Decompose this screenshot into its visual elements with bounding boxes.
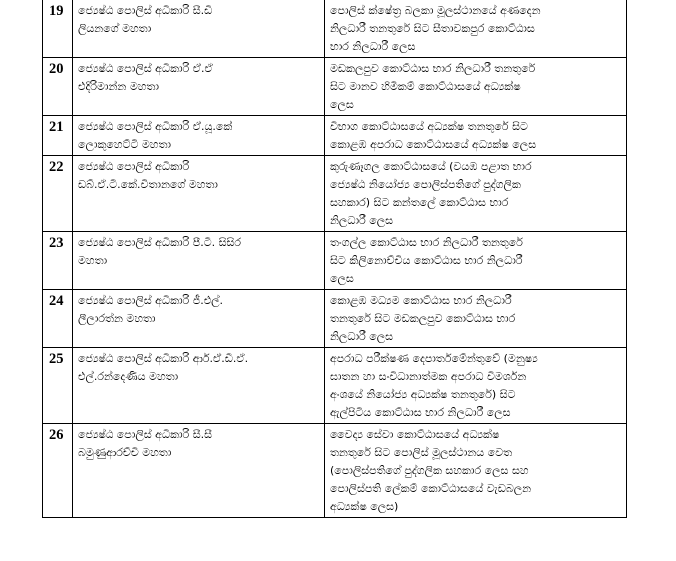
transfer-details: අපරාධ පරීක්ෂණ දෙපාර්තමේන්තුවේ (මනුෂ්‍ය ඝාතන හා සංවිධානාත්මක අපරාධ විමර්ශන අංශයේ නියෝජ්‍ය අධ්‍යක්ෂ තනතුරේ) සිට ඇල්පිටිය කොට්ඨාස භාර නිලධාරී ලෙස <box>325 348 627 424</box>
table-row <box>43 116 627 156</box>
officer-name: ජ්‍යෙෂ්ඨ පොලිස් අධිකාරි ජී.එල්. ලීලාරත්න මහතා <box>73 290 325 348</box>
appointments-table <box>42 0 627 518</box>
officer-name: ජ්‍යෙෂ්ඨ පොලිස් අධිකාරි සී.ඩී ලියනගේ මහතා <box>73 0 325 58</box>
officer-name: ජ්‍යෙෂ්ඨ පොලිස් අධිකාරි ඩබ්.ඒ.ටී.කේ.විතානගේ මහතා <box>73 156 325 232</box>
row-number: 22 <box>43 156 73 232</box>
transfer-details: පොලිස් ක්ෂේත්‍ර බලකා මූලස්ථානයේ අණදෙන නිලධාරී තනතුරේ සිට සීතාවකපුර කොට්ඨාස භාර නිලධාරී ලෙස <box>325 0 627 58</box>
transfer-details: කුරුණෑගල කොට්ඨාසයේ (වයඹ පළාත භාර ජ්‍යෙෂ්ඨ නියෝජ්‍ය පොලිස්පතිගේ පුද්ගලික සහකාර) සිට කන්තලේ කොට්ඨාස භාර නිලධාරී ලෙස <box>325 156 627 232</box>
row-number: 23 <box>43 232 73 290</box>
transfer-details: මඩකලපුව කොට්ඨාස භාර නිලධාරී තනතුරේ සිට මානව හිමිකම් කොට්ඨාසයේ අධ්‍යක්ෂ ලෙස <box>325 58 627 116</box>
row-number: 20 <box>43 58 73 116</box>
row-number: 25 <box>43 348 73 424</box>
table-row <box>43 290 627 348</box>
officer-name: ජ්‍යෙෂ්ඨ පොලිස් අධිකාරි සී.සී බමුණුආරච්චි මහතා <box>73 424 325 518</box>
table-row <box>43 348 627 424</box>
table-row <box>43 0 627 58</box>
appointments-table-body <box>43 0 627 518</box>
row-number: 24 <box>43 290 73 348</box>
table-row <box>43 156 627 232</box>
transfer-details: කොළඹ මධ්‍යම කොට්ඨාස භාර නිලධාරී තනතුරේ සිට මඩකලපුව කොට්ඨාස භාර නිලධාරී ලෙස <box>325 290 627 348</box>
row-number: 21 <box>43 116 73 156</box>
table-row <box>43 424 627 518</box>
officer-name: ජ්‍යෙෂ්ඨ පොලිස් අධිකාරි ආර්.ඒ.ඩී.ඒ. එල්.රන්දෙණිය මහතා <box>73 348 325 424</box>
table-row <box>43 58 627 116</box>
transfer-details: වෛද්‍ය සේවා කොට්ඨාසයේ අධ්‍යක්ෂ තනතුරේ සිට පොලිස් මූලස්ථානය වෙත (පොලිස්පතිගේ පුද්ගලික සහකාර ලෙස සහ පොලිස්පති ලේකම් කොට්ඨාසයේ වැඩබලන අධ්‍යක්ෂ ලෙස) <box>325 424 627 518</box>
row-number: 19 <box>43 0 73 58</box>
officer-name: ජ්‍යෙෂ්ඨ පොලිස් අධිකාරි පී.ටී. සිසිර මහතා <box>73 232 325 290</box>
table-row <box>43 232 627 290</box>
officer-name: ජ්‍යෙෂ්ඨ පොලිස් අධිකාරි ඒ.ඒ එදිරිමාන්න මහතා <box>73 58 325 116</box>
transfer-details: විභාග කොට්ඨාසයේ අධ්‍යක්ෂ තනතුරේ සිට කොළඹ අපරාධ කොට්ඨාසයේ අධ්‍යක්ෂ ලෙස <box>325 116 627 156</box>
row-number: 26 <box>43 424 73 518</box>
transfer-details: තංගල්ල කොට්ඨාස භාර නිලධාරී තනතුරේ සිට කිලිනොච්චිය කොට්ඨාස භාර නිලධාරී ලෙස <box>325 232 627 290</box>
officer-name: ජ්‍යෙෂ්ඨ පොලිස් අධිකාරි ඒ.යූ.කේ ලොකුහෙට්ටි මහතා <box>73 116 325 156</box>
